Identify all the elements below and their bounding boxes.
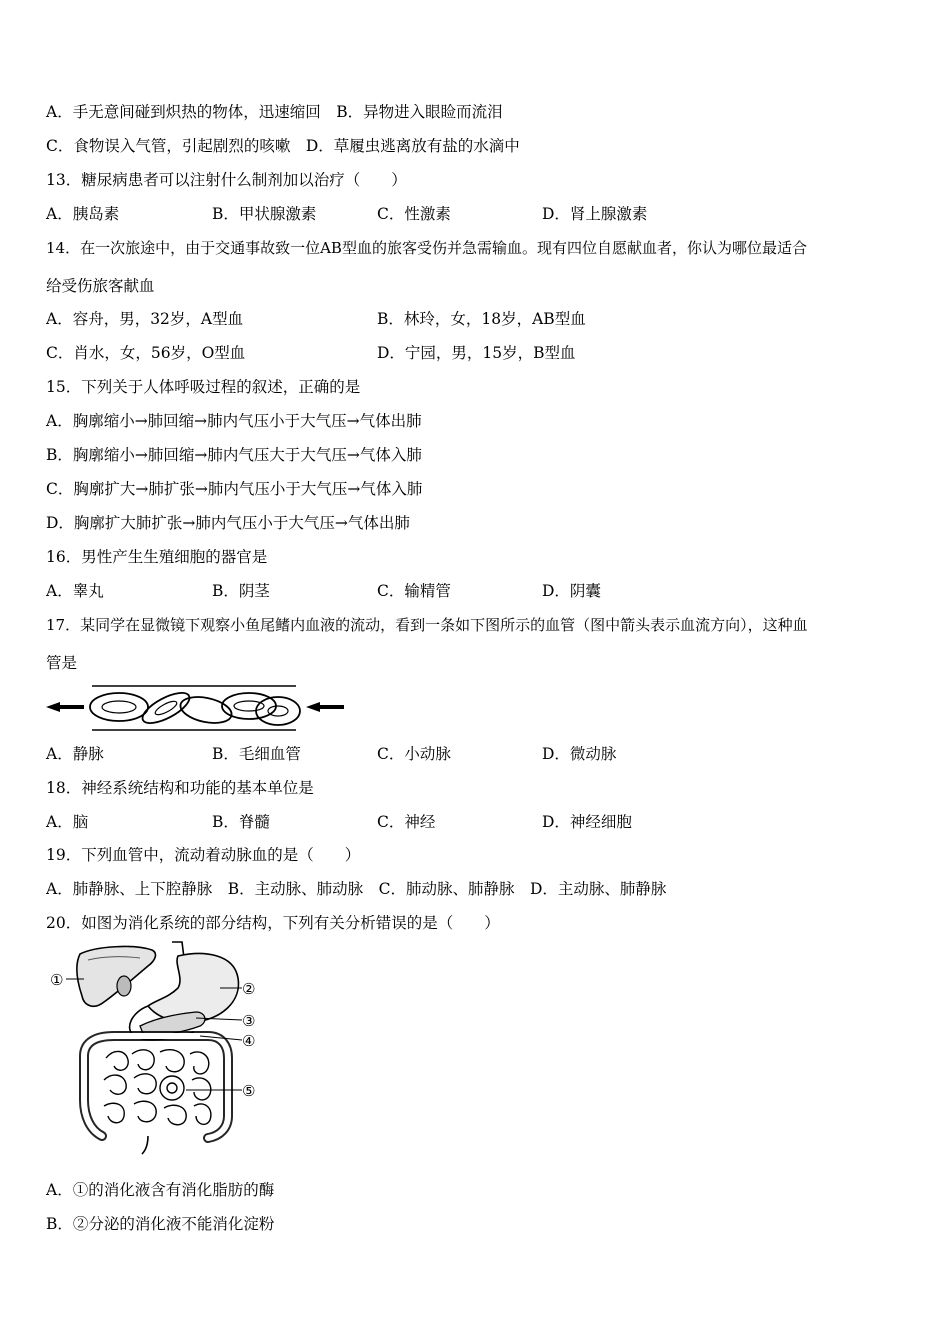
q15-stem: 15．下列关于人体呼吸过程的叙述，正确的是: [46, 378, 361, 396]
q15-option-a: A．胸廓缩小→肺回缩→肺内气压小于大气压→气体出肺: [46, 412, 422, 430]
q13-option-d: D．肾上腺激素: [542, 205, 648, 223]
q13-stem: 13．糖尿病患者可以注射什么制剂加以治疗（ ）: [46, 171, 407, 189]
q17-option-a: A．静脉: [46, 745, 104, 763]
figure-label-5: ⑤: [242, 1082, 256, 1100]
q17-option-d: D．微动脉: [542, 745, 617, 763]
q13-option-a: A．胰岛素: [46, 205, 120, 223]
q18-option-c: C．神经: [377, 813, 436, 831]
q16-option-a: A．睾丸: [46, 582, 104, 600]
q16-option-b: B．阴茎: [212, 582, 270, 600]
q14-option-a: A．容舟，男，32岁，A型血: [46, 310, 244, 328]
q19-options-row: A．肺静脉、上下腔静脉 B．主动脉、肺动脉 C．肺动脉、肺静脉 D．主动脉、肺静脉: [46, 880, 667, 898]
q20-option-a: A．①的消化液含有消化脂肪的酶: [46, 1181, 275, 1199]
q13-option-b: B．甲状腺激素: [212, 205, 317, 223]
q18-option-d: D．神经细胞: [542, 813, 632, 831]
q14-option-c: C．肖水，女，56岁，O型血: [46, 344, 246, 362]
q20-option-b: B．②分泌的消化液不能消化淀粉: [46, 1215, 275, 1233]
q16-option-d: D．阴囊: [542, 582, 601, 600]
q15-option-c: C．胸廓扩大→肺扩张→肺内气压小于大气压→气体入肺: [46, 480, 423, 498]
q18-option-a: A．脑: [46, 813, 89, 831]
figure-label-3: ③: [242, 1012, 256, 1030]
q13-option-c: C．性激素: [377, 205, 451, 223]
q17-option-b: B．毛细血管: [212, 745, 301, 763]
q14-option-d: D．宁园，男，15岁，B型血: [377, 344, 576, 362]
q20-stem: 20．如图为消化系统的部分结构，下列有关分析错误的是（ ）: [46, 914, 500, 932]
q19-stem: 19．下列血管中，流动着动脉血的是（ ）: [46, 846, 361, 864]
q18-option-b: B．脊髓: [212, 813, 270, 831]
q16-option-c: C．输精管: [377, 582, 451, 600]
digestive-system-figure: [44, 940, 274, 1155]
q12-options-row2: C．食物误入气管，引起剧烈的咳嗽 D．草履虫逃离放有盐的水滴中: [46, 137, 520, 155]
q16-stem: 16．男性产生生殖细胞的器官是: [46, 548, 268, 566]
q18-stem: 18．神经系统结构和功能的基本单位是: [46, 779, 314, 797]
figure-label-1: ①: [50, 971, 64, 989]
q17-stem-line2: 管是: [46, 654, 78, 672]
q15-option-b: B．胸廓缩小→肺回缩→肺内气压大于大气压→气体入肺: [46, 446, 422, 464]
q14-stem-line1: 14．在一次旅途中，由于交通事故致一位AB型血的旅客受伤并急需输血。现有四位自愿献血者，你认为哪位最适合: [46, 239, 807, 257]
figure-label-4: ④: [242, 1032, 256, 1050]
figure-label-2: ②: [242, 980, 256, 998]
q17-option-c: C．小动脉: [377, 745, 451, 763]
q17-stem-line1: 17．某同学在显微镜下观察小鱼尾鳍内血液的流动，看到一条如下图所示的血管（图中箭头表示血流方向），这种血: [46, 616, 808, 634]
q15-option-d: D．胸廓扩大肺扩张→肺内气压小于大气压→气体出肺: [46, 514, 410, 532]
q14-option-b: B．林玲，女，18岁，AB型血: [377, 310, 586, 328]
q12-options-row1: A．手无意间碰到炽热的物体，迅速缩回 B．异物进入眼睑而流泪: [46, 103, 503, 121]
blood-vessel-figure: [44, 680, 348, 736]
q14-stem-line2: 给受伤旅客献血: [46, 277, 155, 295]
